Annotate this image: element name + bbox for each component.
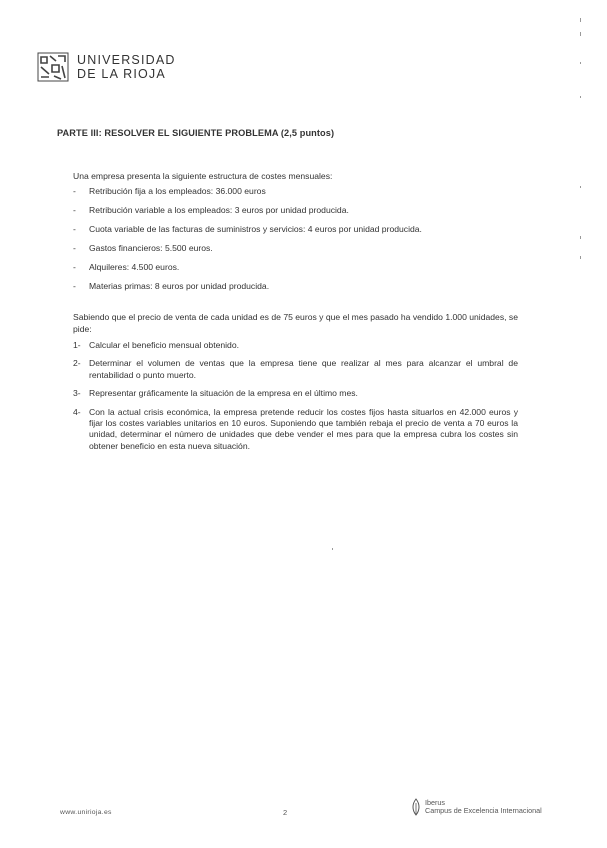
scan-speck <box>580 32 581 36</box>
logo-line-2: DE LA RIOJA <box>77 67 166 81</box>
task-item <box>73 358 518 381</box>
campus-line-2: Campus de Excelencia Internacional <box>425 806 542 815</box>
scan-speck <box>580 18 581 22</box>
list-item <box>73 242 518 261</box>
list-item <box>73 280 518 299</box>
problem-statement: Sabiendo que el precio de venta de cada unidad es de 75 euros y que el mes pasado ha vendido 1.000 unidades, se pide: <box>73 312 518 335</box>
task-item <box>73 388 518 399</box>
task-list <box>73 340 518 452</box>
bullet-marker: - <box>73 281 76 291</box>
scan-speck <box>332 548 333 550</box>
task-item <box>73 407 518 453</box>
bullet-marker: - <box>73 224 76 234</box>
task-number: 4- <box>73 406 81 417</box>
list-item <box>73 223 518 242</box>
task-text: Determinar el volumen de ventas que la empresa tiene que realizar al mes para alcanzar el umbral de rentabilidad o punto muerto. <box>89 358 518 380</box>
list-item-text: Materias primas: 8 euros por unidad producida. <box>89 281 270 291</box>
university-crest-icon <box>37 52 69 82</box>
footer-website: www.unirioja.es <box>60 809 112 816</box>
task-number: 2- <box>73 358 81 369</box>
scan-speck <box>580 96 581 98</box>
campus-logo <box>410 798 542 816</box>
list-item-text: Cuota variable de las facturas de suministros y servicios: 4 euros por unidad producida. <box>89 224 422 234</box>
task-text: Representar gráficamente la situación de la empresa en el último mes. <box>89 388 358 399</box>
list-item <box>73 204 518 223</box>
scan-speck <box>580 256 581 259</box>
list-item-text: Retribución fija a los empleados: 36.000 euros <box>89 186 266 196</box>
campus-line-1: Iberus <box>425 798 445 807</box>
university-logo <box>37 52 176 82</box>
university-name <box>77 53 176 81</box>
task-text: Con la actual crisis económica, la empresa pretende reducir los costes fijos hasta situarlos en 42.000 euros y fijar los costes variables unitarios en 10 euros. Suponiendo que también rebaja el precio de venta a 70 euros la unidad, determinar el número de unidades que debe vender el mes para que la empresa cubra los costes sin obtener beneficio en esta nueva situación. <box>89 406 518 451</box>
intro-paragraph: Una empresa presenta la siguiente estructura de costes mensuales: <box>73 171 333 181</box>
list-item-text: Alquileres: 4.500 euros. <box>89 262 180 272</box>
bullet-marker: - <box>73 243 76 253</box>
list-item <box>73 261 518 280</box>
list-item-text: Gastos financieros: 5.500 euros. <box>89 243 213 253</box>
iberus-leaf-icon <box>410 798 422 816</box>
campus-name <box>425 799 542 815</box>
scan-speck <box>580 62 581 64</box>
task-number: 3- <box>73 388 81 399</box>
task-item <box>73 340 518 351</box>
bullet-marker: - <box>73 186 76 196</box>
task-number: 1- <box>73 340 81 350</box>
list-item <box>73 185 518 204</box>
section-heading: PARTE III: RESOLVER EL SIGUIENTE PROBLEMA (2,5 puntos) <box>57 128 335 138</box>
list-item-text: Retribución variable a los empleados: 3 euros por unidad producida. <box>89 205 349 215</box>
task-text: Calcular el beneficio mensual obtenido. <box>89 340 240 350</box>
scan-speck <box>580 186 581 188</box>
logo-line-1: UNIVERSIDAD <box>77 53 176 67</box>
page-number: 2 <box>283 808 288 817</box>
bullet-marker: - <box>73 262 76 272</box>
scan-speck <box>580 236 581 239</box>
bullet-marker: - <box>73 205 76 215</box>
cost-list <box>73 185 518 299</box>
